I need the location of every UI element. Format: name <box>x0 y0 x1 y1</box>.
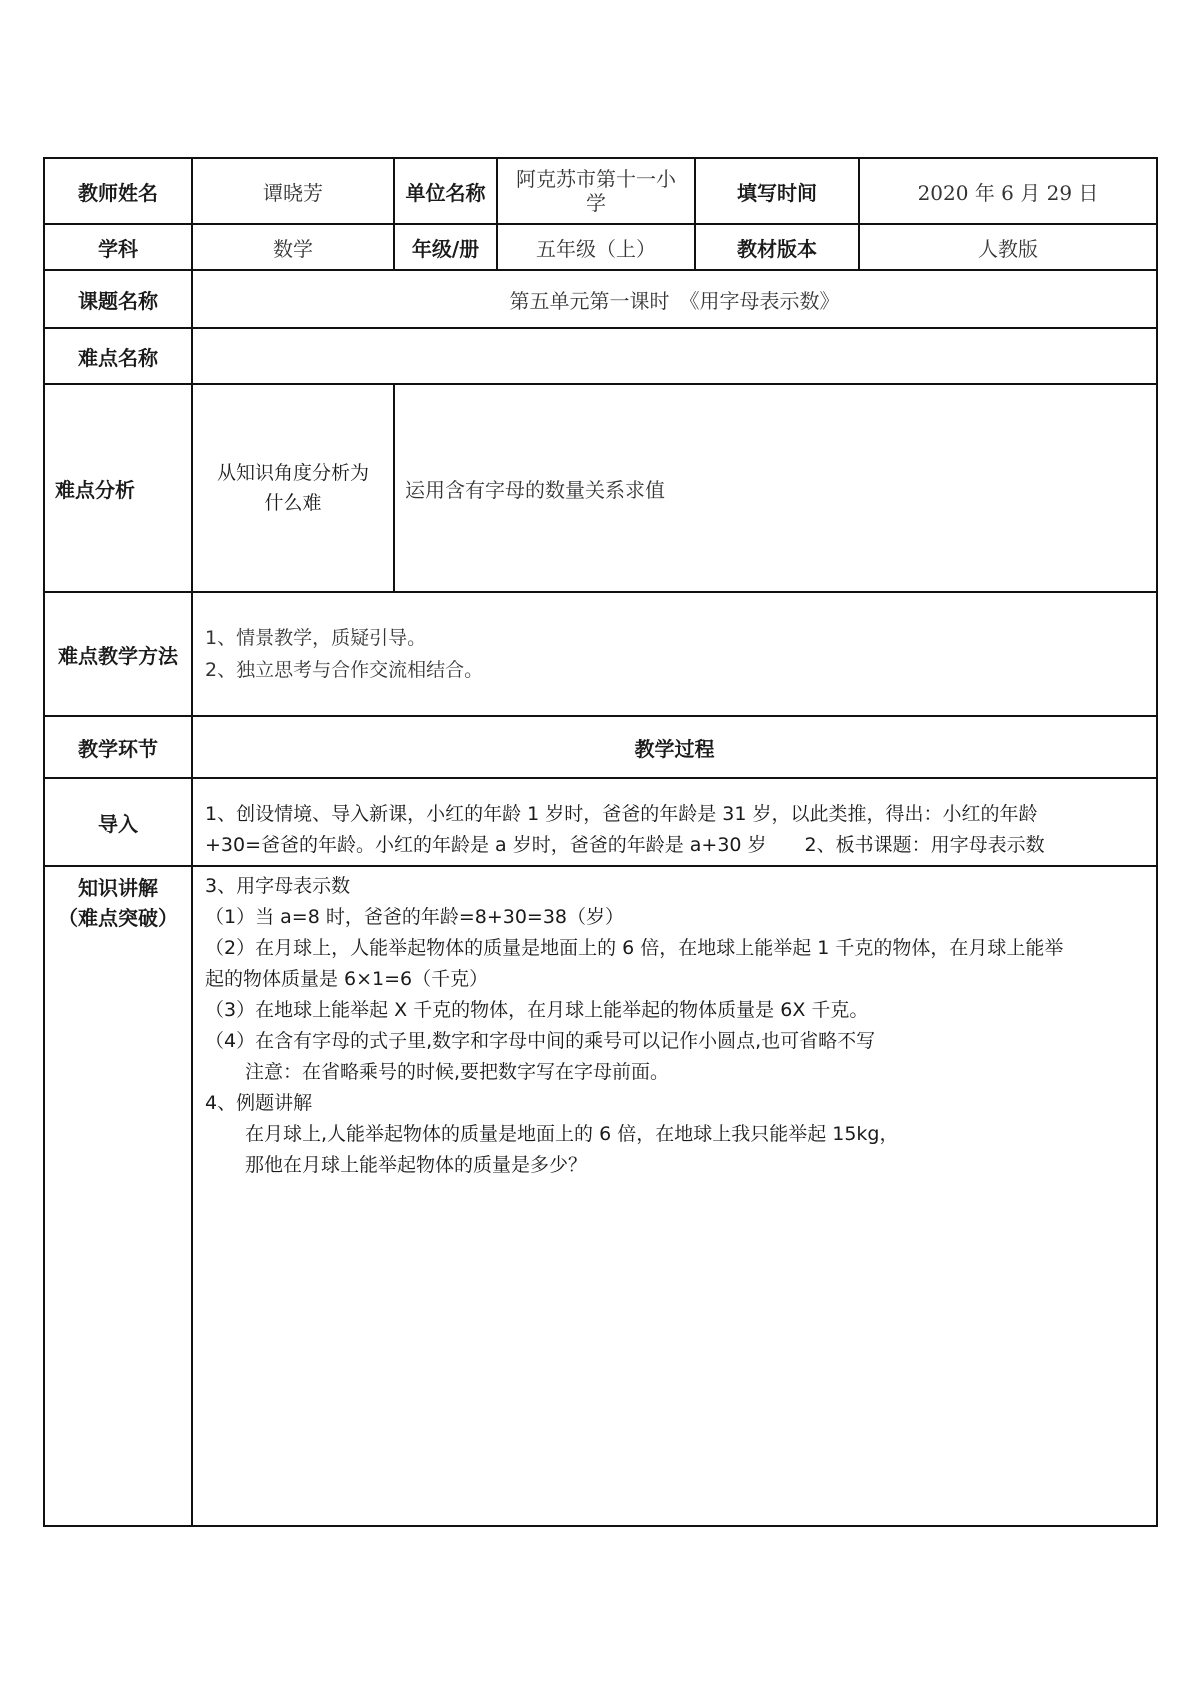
knowledge-line: （3）在地球上能举起 X 千克的物体，在月球上能举起的物体质量是 6X 千克。 <box>205 999 869 1021</box>
method-value <box>192 592 1157 716</box>
knowledge-line: 3、用字母表示数 <box>205 875 351 897</box>
method-line-2: 2、独立思考与合作交流相结合。 <box>205 659 484 681</box>
subject-row <box>44 224 1157 270</box>
process-stage-label: 教学环节 <box>44 716 192 778</box>
intro-content <box>192 778 1157 866</box>
knowledge-row <box>44 866 1157 1526</box>
example-line: 在月球上,人能举起物体的质量是地面上的 6 倍，在地球上我只能举起 15kg， <box>245 1123 899 1145</box>
difficulty-name-label: 难点名称 <box>44 328 192 384</box>
grade-value: 五年级（上） <box>497 224 695 270</box>
difficulty-analysis-label: 难点分析 <box>44 384 192 592</box>
knowledge-line: （1）当 a=8 时，爸爸的年龄=8+30=38（岁） <box>205 906 625 928</box>
method-row <box>44 592 1157 716</box>
edition-label: 教材版本 <box>695 224 859 270</box>
lesson-plan-sheet <box>43 157 1156 1527</box>
difficulty-name-value <box>192 328 1157 384</box>
time-label: 填写时间 <box>695 158 859 224</box>
unit-value <box>497 158 695 224</box>
knowledge-line: 4、例题讲解 <box>205 1092 313 1114</box>
edition-value: 人教版 <box>859 224 1157 270</box>
intro-line-2: +30=爸爸的年龄。小红的年龄是 a 岁时，爸爸的年龄是 a+30 岁 2、板书课题：用字母表示数 <box>205 834 1045 856</box>
difficulty-name-row <box>44 328 1157 384</box>
difficulty-analysis-sublabel-line1: 从知识角度分析为 <box>216 462 369 484</box>
time-value: 2020 年 6 月 29 日 <box>859 158 1157 224</box>
difficulty-analysis-value: 运用含有字母的数量关系求值 <box>394 384 1157 592</box>
teacher-value: 谭晓芳 <box>192 158 394 224</box>
knowledge-note: 注意：在省略乘号的时候,要把数字写在字母前面。 <box>245 1061 670 1083</box>
knowledge-line: （2）在月球上，人能举起物体的质量是地面上的 6 倍，在地球上能举起 1 千克的物体，在月球上能举 <box>205 937 1064 959</box>
difficulty-analysis-sublabel <box>192 384 394 592</box>
method-line-1: 1、情景教学，质疑引导。 <box>205 627 427 649</box>
difficulty-analysis-sublabel-line2: 什么难 <box>264 492 322 514</box>
example-line: 那他在月球上能举起物体的质量是多少？ <box>245 1154 588 1176</box>
difficulty-analysis-row <box>44 384 1157 592</box>
process-label: 教学过程 <box>192 716 1157 778</box>
unit-value-line2: 学 <box>586 191 606 215</box>
process-header-row <box>44 716 1157 778</box>
knowledge-label <box>44 866 192 1526</box>
intro-label: 导入 <box>44 778 192 866</box>
lesson-plan-table <box>43 157 1158 1527</box>
unit-label: 单位名称 <box>394 158 497 224</box>
knowledge-content <box>192 866 1157 1526</box>
knowledge-label-line2: （难点突破） <box>58 906 178 930</box>
knowledge-line: （4）在含有字母的式子里,数字和字母中间的乘号可以记作小圆点,也可省略不写 <box>205 1030 876 1052</box>
subject-value: 数学 <box>192 224 394 270</box>
teacher-label: 教师姓名 <box>44 158 192 224</box>
topic-row <box>44 270 1157 328</box>
knowledge-line: 起的物体质量是 6×1=6（千克） <box>205 968 489 990</box>
method-label: 难点教学方法 <box>44 592 192 716</box>
subject-label: 学科 <box>44 224 192 270</box>
topic-label: 课题名称 <box>44 270 192 328</box>
header-row <box>44 158 1157 224</box>
intro-row <box>44 778 1157 866</box>
knowledge-label-line1: 知识讲解 <box>78 876 158 900</box>
topic-value: 第五单元第一课时 《用字母表示数》 <box>192 270 1157 328</box>
grade-label: 年级/册 <box>394 224 497 270</box>
unit-value-line1: 阿克苏市第十一小 <box>516 167 676 191</box>
intro-line-1: 1、创设情境、导入新课，小红的年龄 1 岁时，爸爸的年龄是 31 岁，以此类推，得出：小红的年龄 <box>205 803 1038 825</box>
